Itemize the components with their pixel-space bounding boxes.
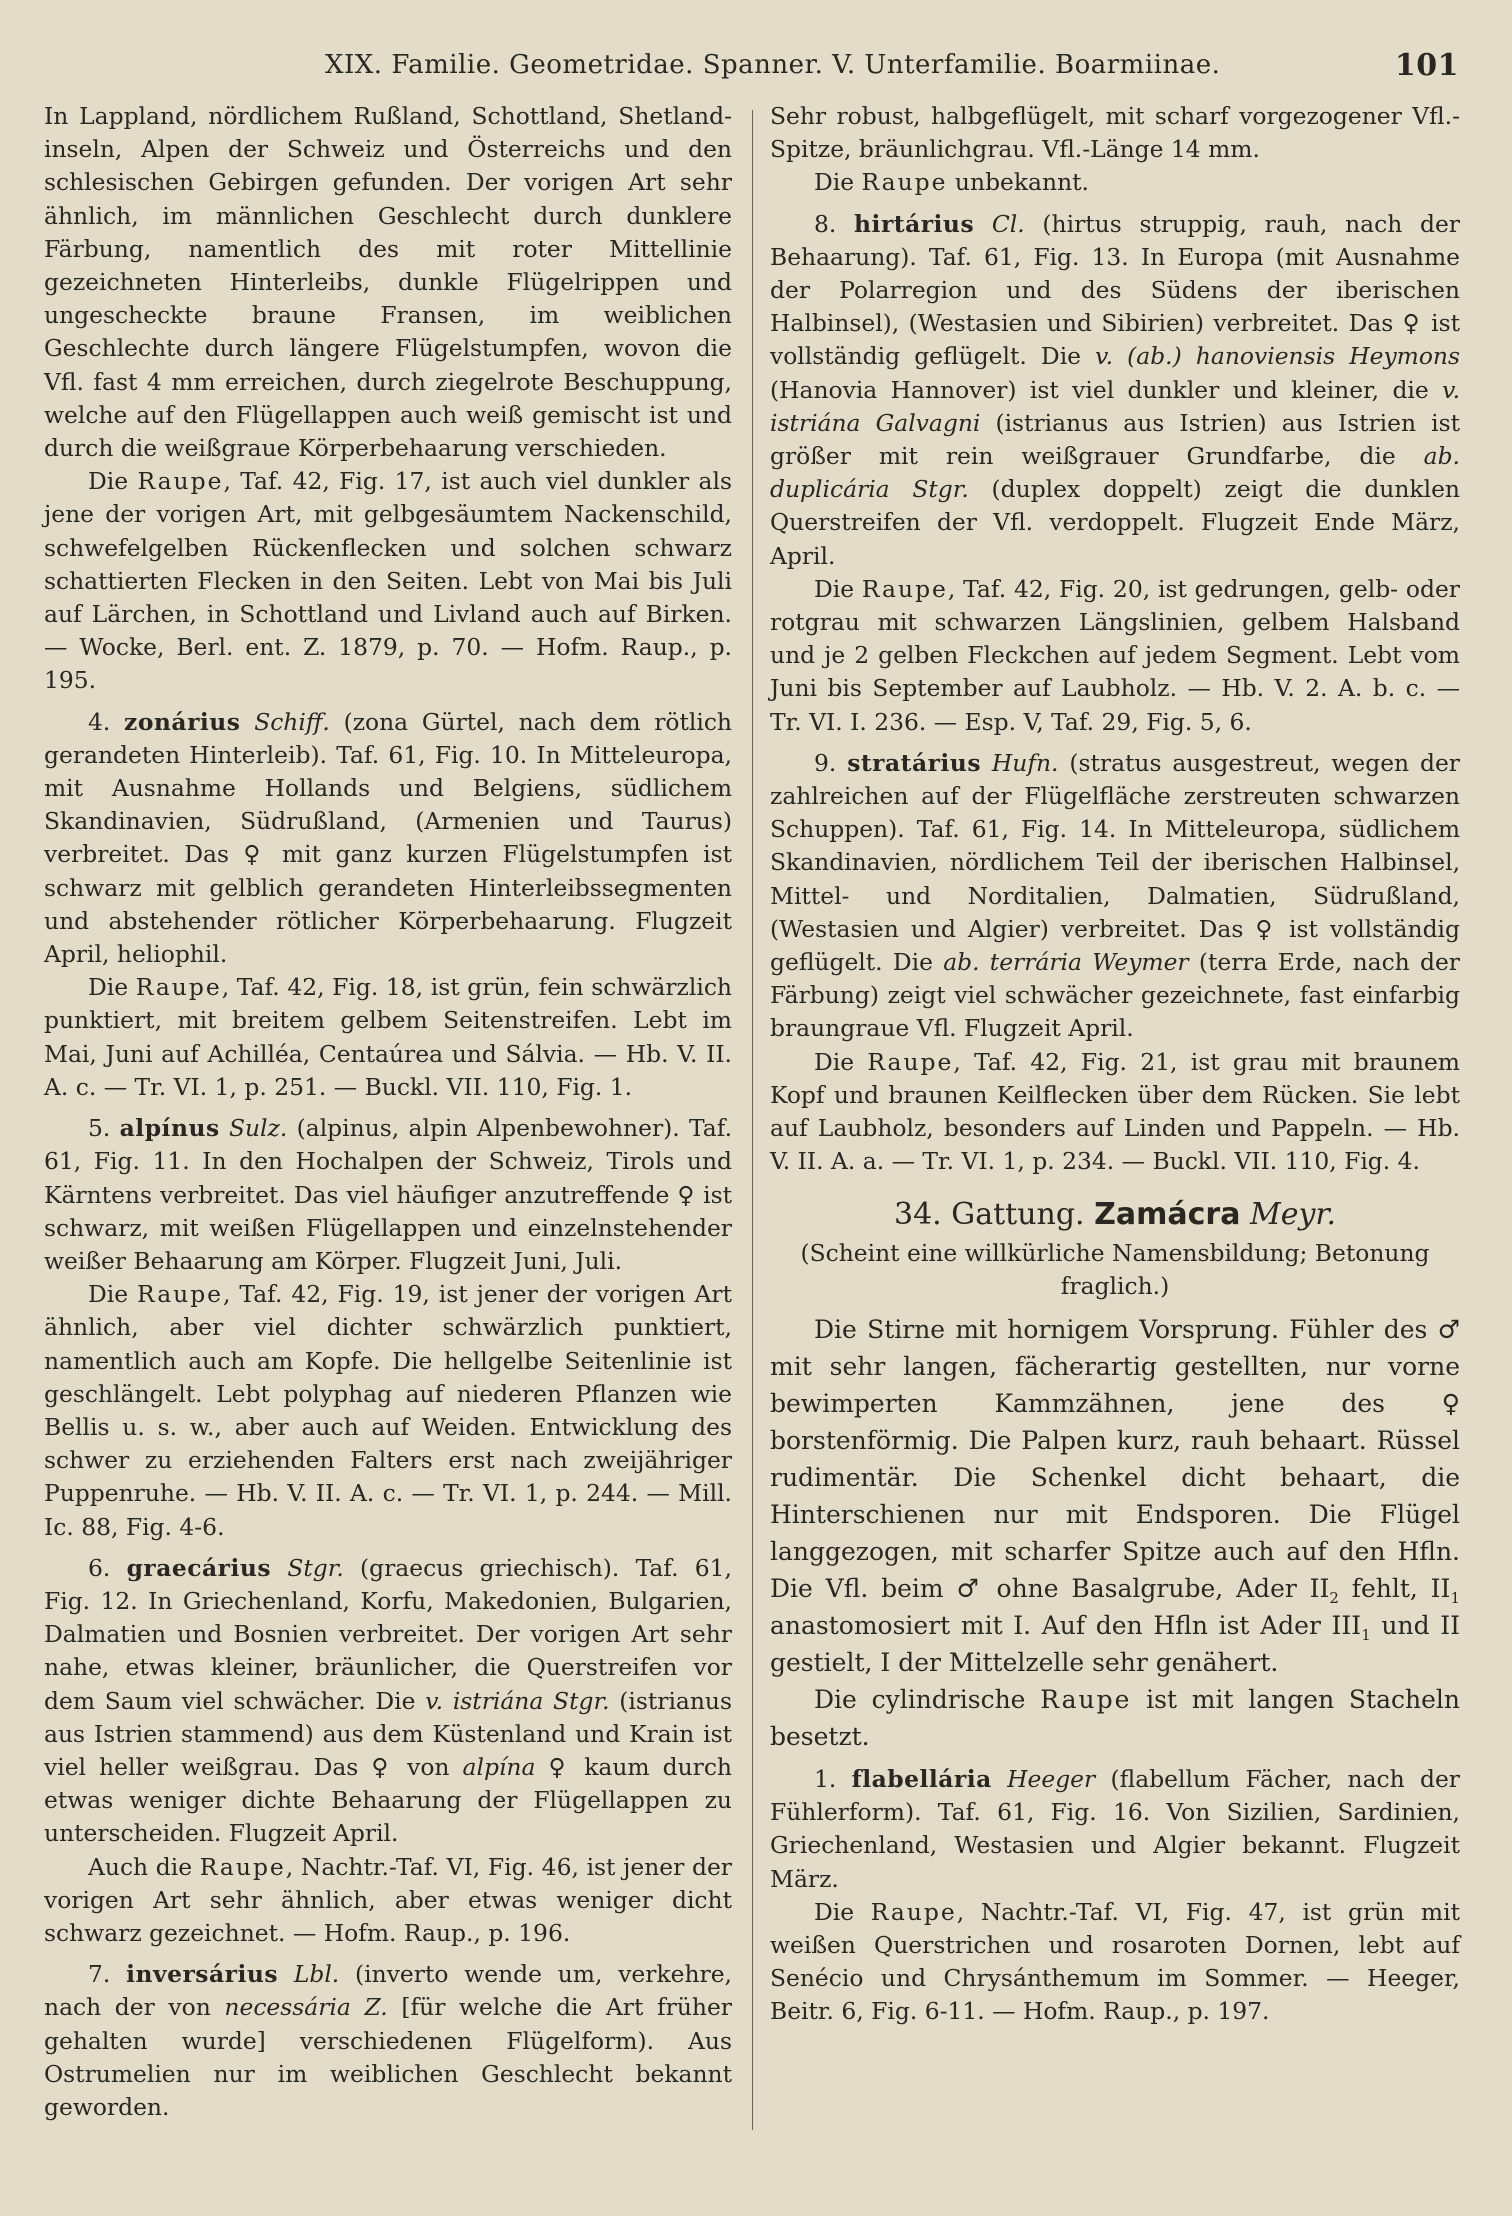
species-author: Lbl. bbox=[293, 1960, 340, 1989]
paragraph bbox=[770, 1681, 1460, 1755]
text: Die bbox=[814, 574, 862, 603]
right-column bbox=[770, 100, 1460, 2029]
variety-name: v. istriána Galvagni bbox=[770, 375, 1460, 437]
raupe-label: Raupe bbox=[870, 1897, 957, 1926]
species-text: [für welche die Art früher gehalten wurde] verschiedenen Flügelform). Aus Ostrumelien nur im weiblichen Geschlecht bekannt geworden. bbox=[44, 1993, 732, 2121]
running-header bbox=[40, 42, 1465, 86]
raupe-label: Raupe bbox=[861, 168, 948, 197]
text: Die bbox=[88, 1280, 138, 1309]
variety-name: v. istriána Stgr. bbox=[425, 1686, 610, 1715]
genus-description bbox=[770, 1311, 1460, 1681]
species-number: 1. bbox=[814, 1764, 852, 1793]
text: Die bbox=[814, 168, 862, 197]
text: , Taf. 42, Fig. 17, ist auch viel dunkler als jene der vorigen Art, mit gelbgesäumtem Nackenschild, schwefelgelben Rückenflecken und solchen schwarz schattierten Flecken in den Seiten. Lebt von Mai bis Juli auf Lärchen, in Schottland und Livland auch auf Birken. — Wocke, Berl. ent. Z. 1879, p. 70. — Hofm. Raup., p. 195. bbox=[44, 467, 732, 695]
paragraph bbox=[770, 166, 1460, 199]
subscript: 1 bbox=[1450, 1588, 1460, 1607]
species-reference: necessária Z. bbox=[224, 1993, 388, 2022]
text: und II gestielt, I der Mittelzelle sehr genähert. bbox=[770, 1610, 1460, 1677]
raupe-label: Raupe bbox=[199, 1852, 286, 1881]
species-name: inversárius bbox=[126, 1960, 279, 1989]
text: , Taf. 42, Fig. 19, ist jener der vorigen Art ähnlich, aber viel dichter schwärzlich punktiert, namentlich auch am Kopfe. Die hellgelbe Seitenlinie ist geschlängelt. Lebt polyphag auf niederen Pflanzen wie Bellis u. s. w., aber auch auf Weiden. Entwicklung des schwer zu erziehenden Falters erst nach zweijähriger Puppenruhe. — Hb. V. II. A. c. — Tr. VI. 1, p. 244. — Mill. Ic. 88, Fig. 4-6. bbox=[44, 1280, 733, 1541]
text: Die cylindrische bbox=[814, 1684, 1041, 1714]
species-number: 8. bbox=[814, 209, 855, 238]
species-author: Stgr. bbox=[287, 1553, 344, 1582]
species-entry bbox=[44, 706, 732, 972]
species-author: Heeger bbox=[1007, 1764, 1096, 1793]
species-text: (terra Erde, nach der Färbung) zeigt viel schwächer gezeichnete, fast einfarbig braungraue Vfl. Flugzeit April. bbox=[770, 948, 1460, 1043]
species-entry bbox=[44, 1552, 732, 1851]
text: ist mit langen Stacheln besetzt. bbox=[770, 1684, 1460, 1751]
genus-note: (Scheint eine willkürliche Namensbildung; Betonung fraglich.) bbox=[800, 1238, 1430, 1300]
species-author: Cl. bbox=[991, 209, 1025, 238]
text: , Taf. 42, Fig. 20, ist gedrungen, gelb- oder rotgrau mit schwarzen Längslinien, gelbem Halsband und je 2 gelben Fleckchen auf jedem Segment. Lebt vom Juni bis September auf Laubholz. — Hb. V. 2. A. b. c. — Tr. VI. I. 236. — Esp. V, Taf. 29, Fig. 5, 6. bbox=[770, 574, 1460, 736]
text: fehlt, II bbox=[1338, 1573, 1451, 1603]
species-number: 7. bbox=[88, 1960, 127, 1989]
species-text: (istrianus aus Istrien stammend) aus dem Küstenland und Krain ist viel heller weißgrau. Das ♀ von bbox=[44, 1686, 733, 1781]
species-entry bbox=[44, 1112, 732, 1278]
genus-heading bbox=[770, 1193, 1460, 1237]
variety-name: ab. terrária Weymer bbox=[943, 948, 1189, 977]
text: , Taf. 42, Fig. 18, ist grün, fein schwärzlich punktiert, mit breitem gelbem Seitenstreifen. Lebt im Mai, Juni auf Achilléa, Centaúrea und Sálvia. — Hb. V. II. A. c. — Tr. VI. 1, p. 251. — Buckl. VII. 110, Fig. 1. bbox=[44, 973, 732, 1101]
genus-author: Meyr. bbox=[1240, 1196, 1336, 1232]
species-text: (stratus ausgestreut, wegen der zahlreichen auf der Flügelfläche zerstreuten schwarzen Schuppen). Taf. 61, Fig. 14. In Mitteleuropa, südlichem Skandinavien, nördlichem Teil der iberischen Halbinsel, Mittel- und Norditalien, Dalmatien, Südrußland, (Westasien und Algier) verbreitet. Das ♀ ist vollständig geflügelt. Die bbox=[770, 748, 1460, 977]
text: anastomosiert mit I. Auf den Hfln ist Ader III bbox=[770, 1610, 1362, 1640]
paragraph bbox=[44, 465, 732, 697]
left-column bbox=[44, 100, 732, 2124]
text: unbekannt. bbox=[947, 168, 1089, 197]
species-name: flabellária bbox=[851, 1764, 992, 1793]
genus-number: 34. Gattung. bbox=[893, 1196, 1095, 1232]
text: Die bbox=[814, 1047, 868, 1076]
species-text: (hirtus struppig, rauh, nach der Behaarung). Taf. 61, Fig. 13. In Europa (mit Ausnahme der Polarregion und des Südens der iberischen Halbinsel), (Westasien und Sibirien) verbreitet. Das ♀ ist vollständig geflügelt. Die bbox=[770, 209, 1460, 371]
variety-name: ab. duplicária Stgr. bbox=[770, 442, 1460, 504]
species-text: (Hanovia Hannover) ist viel dunkler und kleiner, die bbox=[770, 375, 1443, 404]
text: Auch die bbox=[88, 1852, 200, 1881]
text: Die bbox=[88, 467, 138, 496]
raupe-label: Raupe bbox=[1040, 1684, 1132, 1714]
text: , Nachtr.-Taf. VI, Fig. 47, ist grün mit weißen Querstrichen und rosaroten Dornen, lebt auf Senécio und Chrysánthemum im Sommer. — Heeger, Beitr. 6, Fig. 6-11. — Hofm. Raup., p. 197. bbox=[770, 1897, 1460, 2026]
paragraph bbox=[44, 1851, 732, 1951]
species-text: (istrianus aus Istrien) aus Istrien ist größer mit rein weißgrauer Grundfarbe, die bbox=[770, 408, 1461, 471]
subscript: 2 bbox=[1329, 1588, 1339, 1607]
paragraph bbox=[770, 573, 1460, 739]
column-divider bbox=[752, 110, 753, 2130]
raupe-label: Raupe bbox=[137, 1280, 224, 1309]
species-entry bbox=[770, 208, 1460, 573]
species-number: 4. bbox=[88, 707, 125, 736]
paragraph: Sehr robust, halbgeflügelt, mit scharf vorgezogener Vfl.-Spitze, bräunlichgrau. Vfl.-Länge 14 mm. bbox=[770, 102, 1460, 164]
paragraph bbox=[44, 971, 732, 1104]
text: , Taf. 42, Fig. 21, ist grau mit braunem Kopf und braunen Keilflecken über dem Rücken. Sie lebt auf Laubholz, besonders auf Linden und Pappeln. — Hb. V. II. A. a. — Tr. VI. 1, p. 234. — Buckl. VII. 110, Fig. 4. bbox=[770, 1047, 1460, 1176]
species-name: alpínus bbox=[119, 1114, 220, 1143]
variety-name: v. (ab.) hanoviensis Heymons bbox=[1095, 342, 1460, 371]
species-number: 5. bbox=[88, 1114, 120, 1143]
text: Die Stirne mit hornigem Vorsprung. Fühler des ♂ mit sehr langen, fächerartig gestellten, nur vorne bewimperten Kammzähnen, jene des ♀ borstenförmig. Die Palpen kurz, rauh behaart. Rüssel rudimentär. Die Schenkel dicht behaart, die Hinterschienen nur mit Endsporen. Die Flügel langgezogen, mit scharfer Spitze auch auf den Hfln. Die Vfl. beim ♂ ohne Basalgrube, Ader II bbox=[770, 1314, 1460, 1603]
paragraph bbox=[770, 1046, 1460, 1179]
raupe-label: Raupe bbox=[135, 973, 222, 1002]
species-reference: alpína bbox=[462, 1752, 536, 1781]
species-name: graecárius bbox=[126, 1553, 272, 1582]
species-text: (inverto wende um, verkehre, nach der von bbox=[44, 1960, 732, 2022]
text: , Nachtr.-Taf. VI, Fig. 46, ist jener der vorigen Art sehr ähnlich, aber etwas weniger dicht schwarz gezeichnet. — Hofm. Raup., p. 196. bbox=[44, 1852, 732, 1947]
raupe-label: Raupe bbox=[861, 574, 948, 603]
raupe-label: Raupe bbox=[137, 467, 224, 496]
paragraph: In Lappland, nördlichem Rußland, Schottland, Shetland-inseln, Alpen der Schweiz und Österreichs und den schlesischen Gebirgen gefunden. Der vorigen Art sehr ähnlich, im männlichen Geschlecht durch dunklere Färbung, namentlich des mit roter Mittellinie gezeichneten Hinterleibs, dunkle Flügelrippen und ungescheckte braune Fransen, im weiblichen Geschlechte durch längere Flügelstumpfen, wovon die Vfl. fast 4 mm erreichen, durch ziegelrote Beschuppung, welche auf den Flügellappen auch weiß gemischt ist und durch die weißgraue Körperbehaarung verschieden. bbox=[44, 102, 732, 463]
species-text: (alpinus, alpin Alpenbewohner). Taf. 61, Fig. 11. In den Hochalpen der Schweiz, Tirols und Kärntens verbreitet. Das viel häufiger anzutreffende ♀ ist schwarz, mit weißen Flügellappen und einzelnstehender weißer Behaarung am Körper. Flugzeit Juni, Juli. bbox=[44, 1114, 733, 1275]
page-number: 101 bbox=[1394, 48, 1459, 83]
species-name: stratárius bbox=[847, 748, 981, 777]
species-entry bbox=[44, 1958, 732, 2124]
species-text: (zona Gürtel, nach dem rötlich gerandeten Hinterleib). Taf. 61, Fig. 10. In Mitteleuropa, mit Ausnahme Hollands und Belgiens, südlichem Skandinavien, Südrußland, (Armenien und Taurus) verbreitet. Das ♀ mit ganz kurzen Flügelstumpfen ist schwarz mit gelblich gerandeten Hinterleibssegmenten und abstehender rötlicher Körperbehaarung. Flugzeit April, heliophil. bbox=[44, 707, 732, 969]
text: Die bbox=[814, 1897, 871, 1926]
species-entry bbox=[770, 747, 1460, 1046]
species-text: (graecus griechisch). Taf. 61, Fig. 12. In Griechenland, Korfu, Makedonien, Bulgarien, Dalmatien und Bosnien verbreitet. Der vorigen Art sehr nahe, etwas kleiner, bräunlicher, die Querstreifen vor dem Saum viel schwächer. Die bbox=[44, 1553, 732, 1715]
species-author: Schiff. bbox=[254, 707, 330, 736]
header-title: XIX. Familie. Geometridae. Spanner. V. Unterfamilie. Boarmiinae. bbox=[325, 50, 1221, 80]
species-text: (flabellum Fächer, nach der Fühlerform). Taf. 61, Fig. 16. Von Sizilien, Sardinien, Griechenland, Westasien und Algier bekannt. Flugzeit März. bbox=[770, 1764, 1460, 1893]
species-entry bbox=[770, 1763, 1460, 1896]
species-name: zonárius bbox=[124, 707, 241, 736]
species-text: (duplex doppelt) zeigt die dunklen Querstreifen der Vfl. verdoppelt. Flugzeit Ende März, April. bbox=[770, 475, 1460, 570]
raupe-label: Raupe bbox=[867, 1047, 954, 1076]
species-author: Hufn. bbox=[991, 748, 1059, 777]
text: Die bbox=[88, 973, 136, 1002]
species-text: ♀ kaum durch etwas weniger dichte Behaarung der Flügellappen zu unterscheiden. Flugzeit April. bbox=[44, 1752, 732, 1848]
paragraph bbox=[44, 1278, 732, 1544]
subscript: 1 bbox=[1361, 1625, 1371, 1644]
species-number: 6. bbox=[88, 1553, 127, 1582]
paragraph bbox=[770, 1896, 1460, 2029]
species-author: Sulz. bbox=[228, 1114, 288, 1143]
species-name: hirtárius bbox=[854, 209, 975, 238]
genus-name: Zamácra bbox=[1094, 1196, 1241, 1232]
species-number: 9. bbox=[814, 748, 848, 777]
